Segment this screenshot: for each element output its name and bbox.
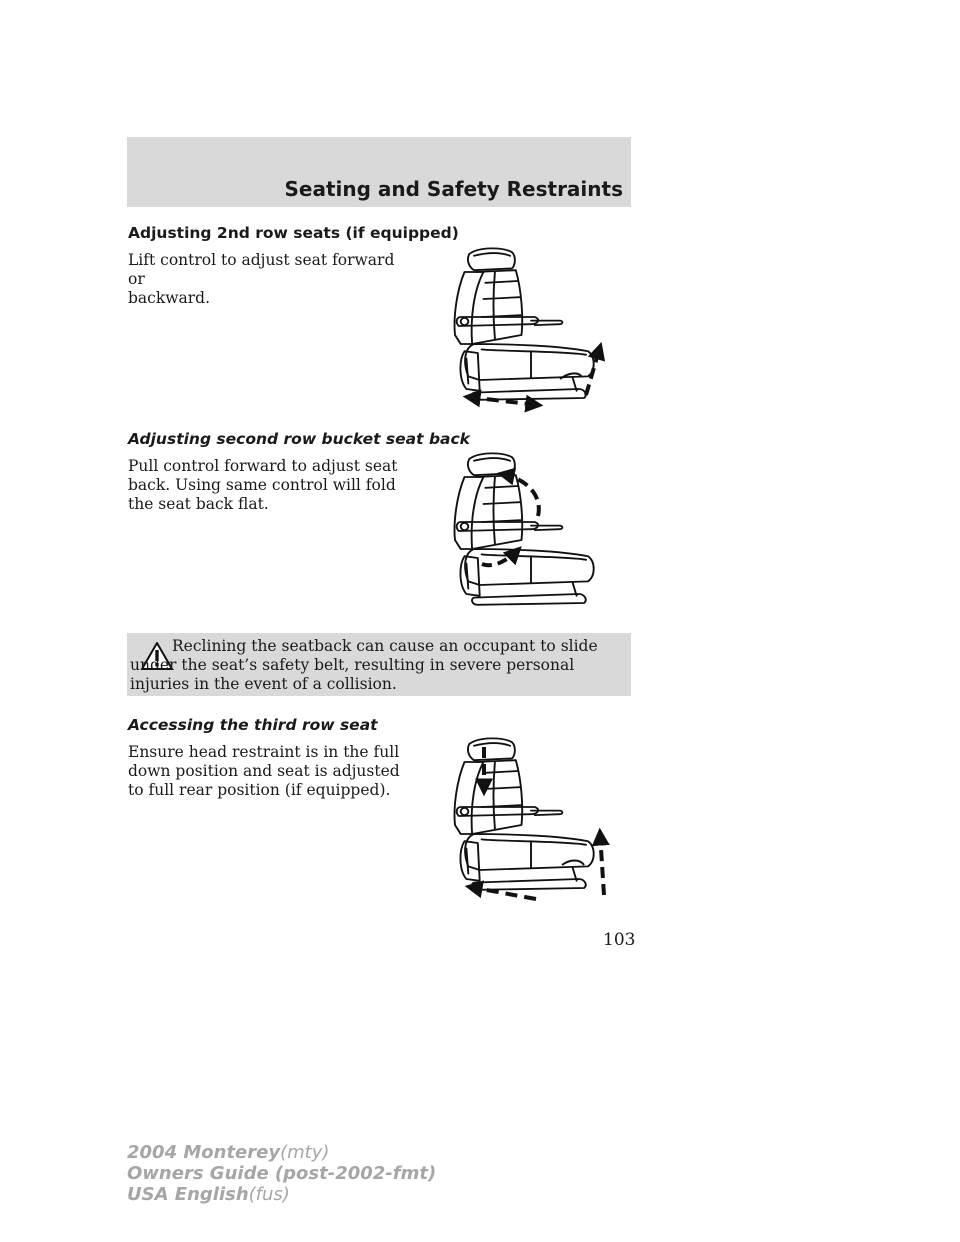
third-row-access-illustration (428, 735, 628, 905)
page-number: 103 (603, 930, 636, 950)
seat-forward-backward-illustration (428, 245, 628, 415)
header-band (127, 137, 631, 207)
footer (127, 1142, 436, 1205)
warning-box (127, 633, 631, 696)
footer-line-2: Owners Guide (post-2002-fmt) (127, 1163, 437, 1184)
seat-back-recline-illustration (428, 450, 628, 615)
section-heading-2nd-row: Adjusting 2nd row seats (if equipped) (128, 224, 459, 242)
footer-line-3: USA English(fus) (127, 1184, 290, 1205)
section-heading-bucket-seat-back: Adjusting second row bucket seat back (128, 430, 470, 448)
footer-line-1: 2004 Monterey(mty) (127, 1142, 330, 1163)
section-text-third-row: Ensure head restraint is in the full down position and seat is adjusted to full rear position (if equipped). (128, 743, 400, 799)
section-text-2nd-row: Lift control to adjust seat forward or backward. (128, 251, 395, 307)
warning-text: Reclining the seatback can cause an occupant to slide under the seat’s safety belt, resulting in severe personal injuries in the event of a collision. (130, 637, 598, 693)
section-text-bucket-seat-back: Pull control forward to adjust seat back. Using same control will fold the seat back flat. (128, 457, 398, 513)
page-title: Seating and Safety Restraints (284, 177, 623, 201)
section-heading-third-row: Accessing the third row seat (128, 716, 378, 734)
